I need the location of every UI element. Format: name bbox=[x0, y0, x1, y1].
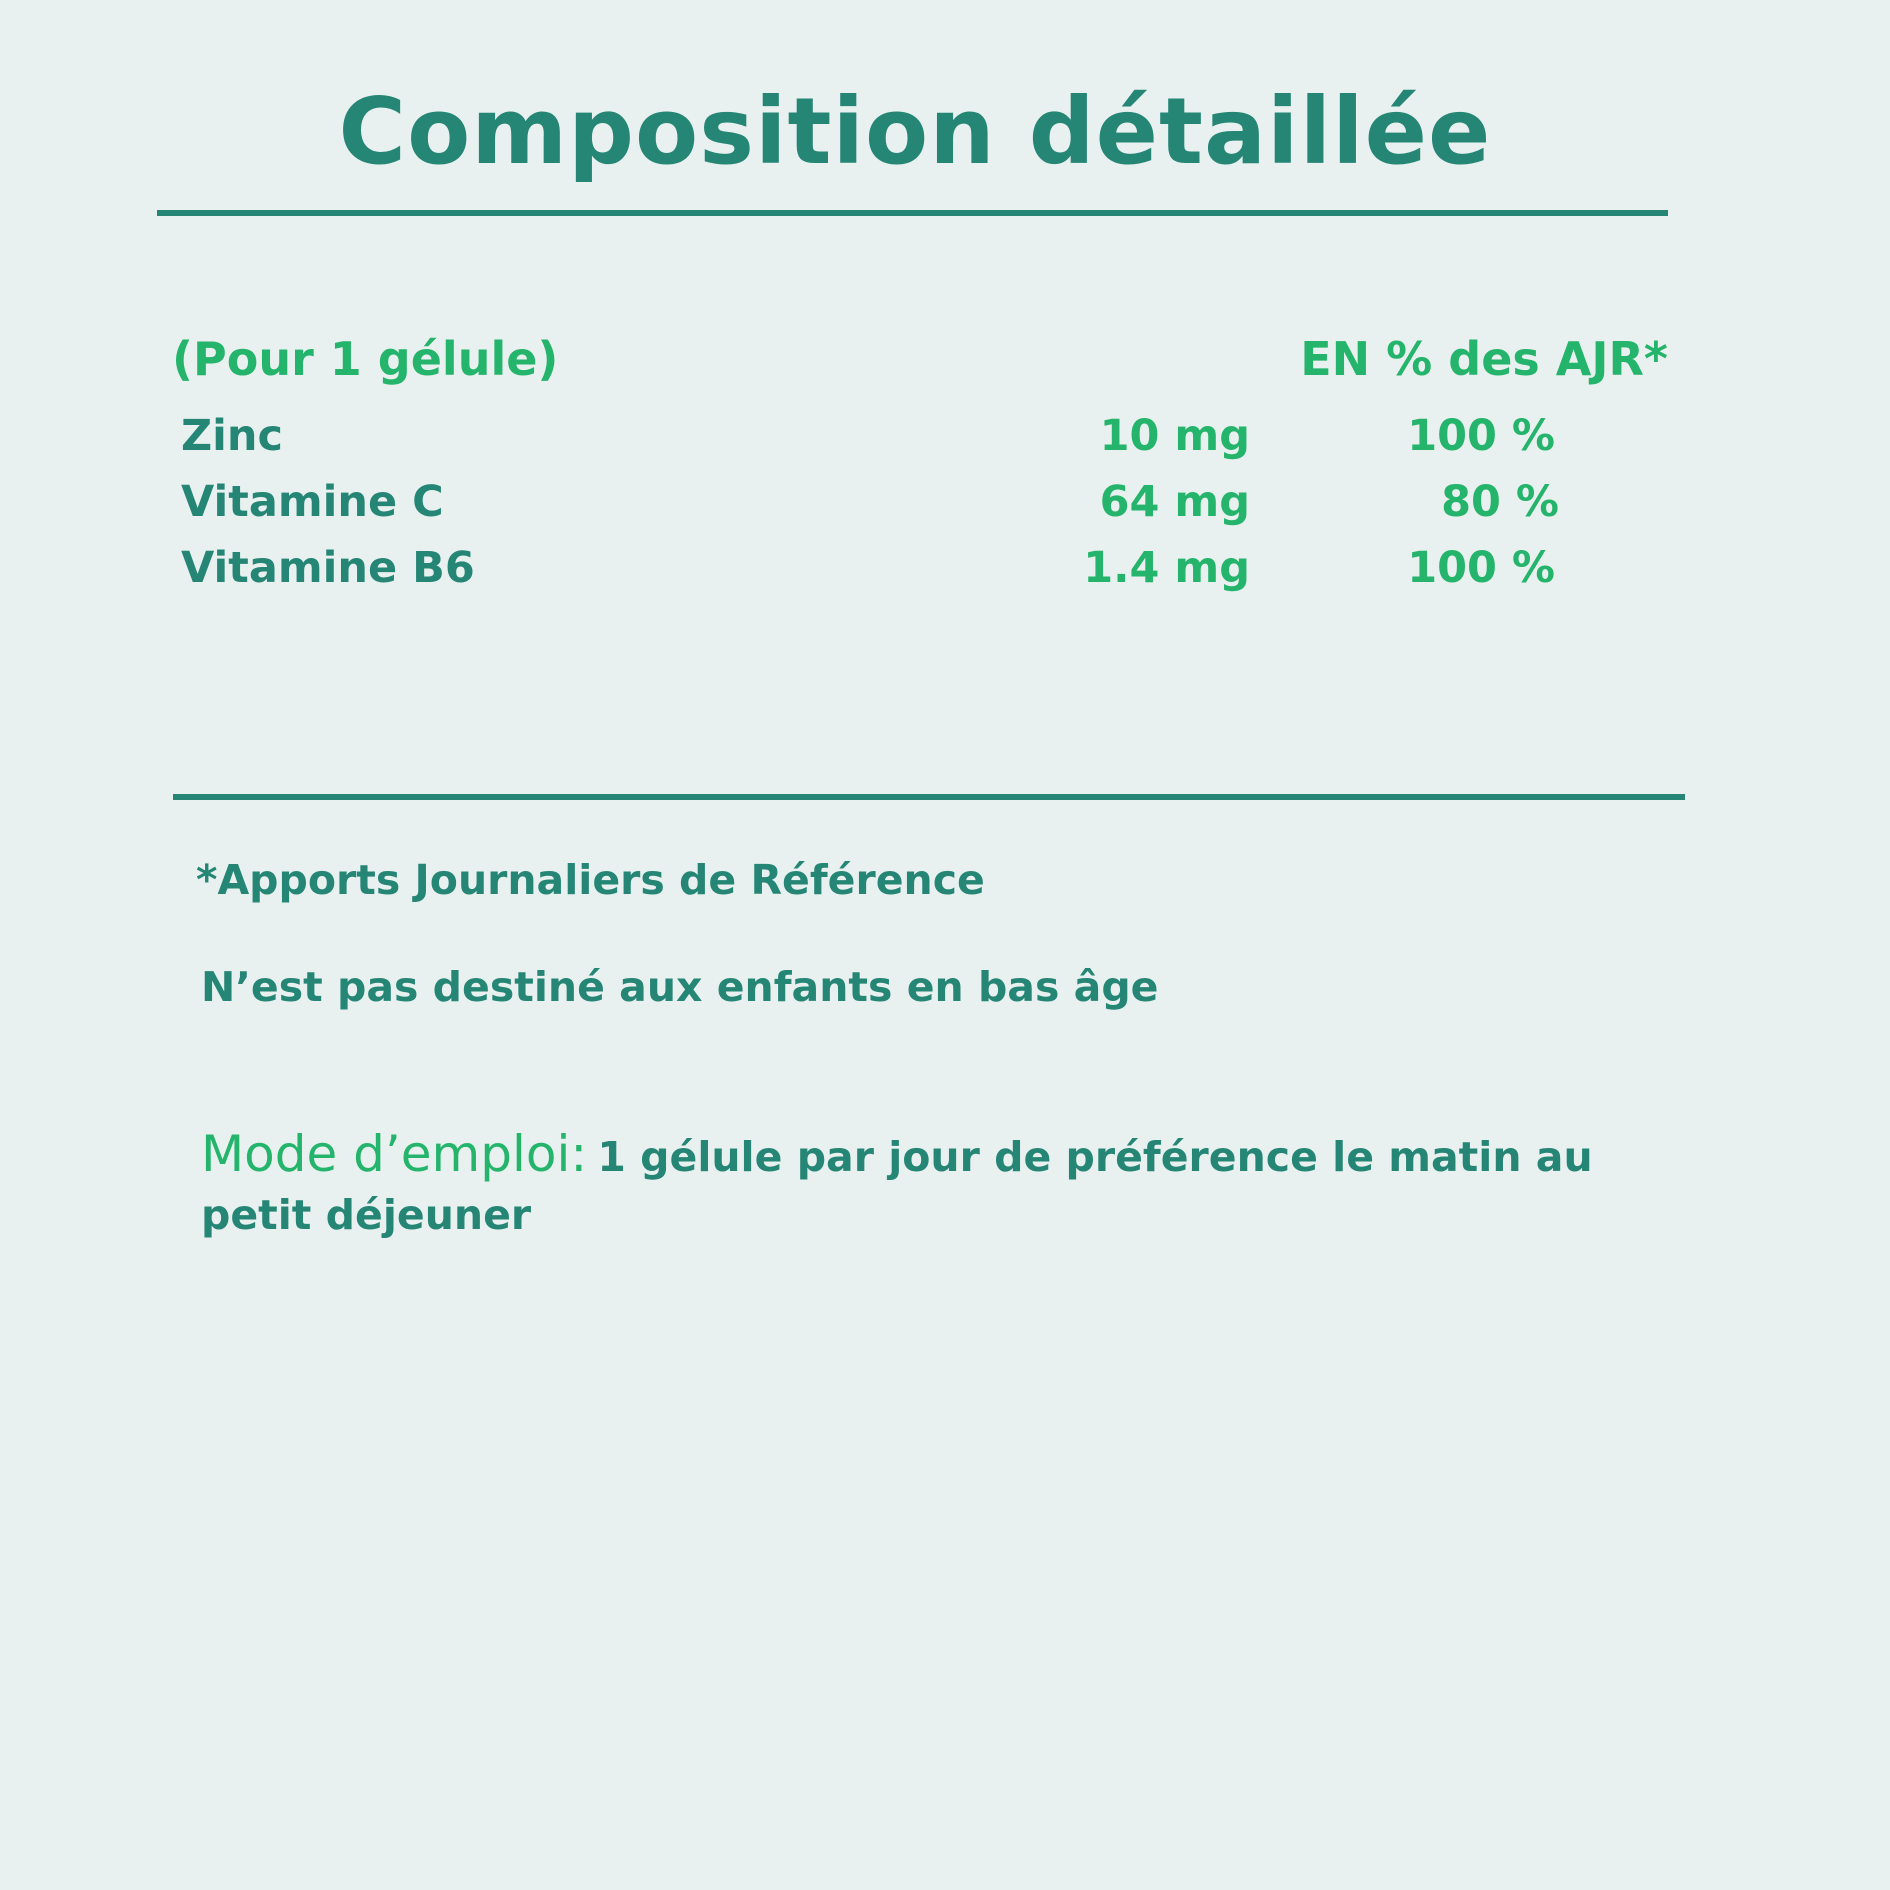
nutrient-ajr-percent: 80 % bbox=[1441, 477, 1559, 527]
nutrient-name: Zinc bbox=[181, 411, 284, 461]
nutrient-name: Vitamine C bbox=[181, 477, 444, 527]
table-header-per-capsule: (Pour 1 gélule) bbox=[172, 332, 559, 386]
usage-instructions bbox=[201, 1125, 1601, 1244]
ajr-footnote: *Apports Journaliers de Référence bbox=[196, 856, 985, 904]
table-row bbox=[0, 543, 1890, 603]
nutrient-amount: 1.4 mg bbox=[1083, 543, 1250, 593]
table-header-ajr-percent: EN % des AJR* bbox=[1300, 332, 1668, 386]
usage-text: 1 gélule par jour de préférence le matin au petit déjeuner bbox=[201, 1133, 1593, 1239]
nutrient-amount: 64 mg bbox=[1099, 477, 1250, 527]
table-row bbox=[0, 411, 1890, 471]
children-warning: N’est pas destiné aux enfants en bas âge bbox=[201, 963, 1159, 1011]
page-title: Composition détaillée bbox=[338, 78, 1492, 185]
nutrient-amount: 10 mg bbox=[1099, 411, 1250, 461]
title-divider bbox=[157, 210, 1668, 216]
usage-label: Mode d’emploi: bbox=[201, 1125, 588, 1183]
table-row bbox=[0, 477, 1890, 537]
section-divider bbox=[173, 794, 1685, 800]
nutrient-name: Vitamine B6 bbox=[181, 543, 475, 593]
nutrient-ajr-percent: 100 % bbox=[1407, 543, 1555, 593]
nutrient-ajr-percent: 100 % bbox=[1407, 411, 1555, 461]
